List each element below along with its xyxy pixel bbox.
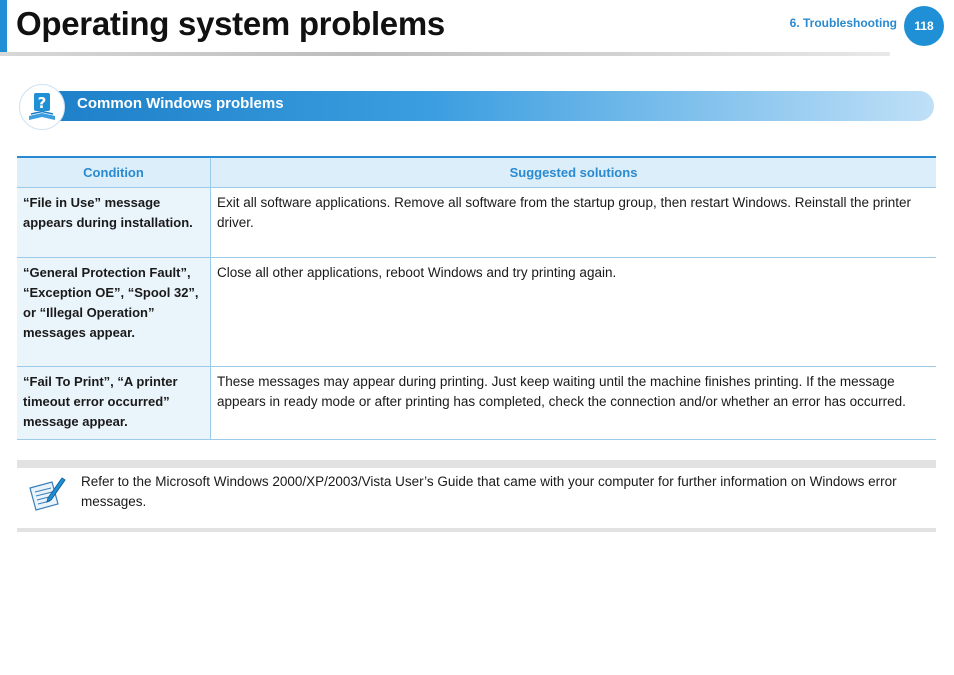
question-book-icon xyxy=(19,84,65,130)
table-row xyxy=(17,258,936,367)
page-number-badge xyxy=(904,6,944,46)
condition-cell: “File in Use” message appears during installation. xyxy=(17,188,211,258)
note-text: Refer to the Microsoft Windows 2000/XP/2003/Vista User’s Guide that came with your computer for further information on Windows error messages. xyxy=(81,474,897,509)
title-divider xyxy=(0,52,890,56)
svg-text:?: ? xyxy=(37,94,47,112)
condition-cell: “General Protection Fault”, “Exception OE”, “Spool 32”, or “Illegal Operation” messages appear. xyxy=(17,258,211,367)
problems-table xyxy=(17,156,936,440)
table-header-row xyxy=(17,157,936,188)
solution-cell: These messages may appear during printing. Just keep waiting until the machine finishes printing. If the message appears in ready mode or after printing has completed, check the connection and/or whether an error has occurred. xyxy=(211,367,937,440)
solution-cell: Close all other applications, reboot Windows and try printing again. xyxy=(211,258,937,367)
section-title: Common Windows problems xyxy=(77,95,284,112)
table-row xyxy=(17,367,936,440)
left-accent-bar xyxy=(0,0,7,52)
column-header-condition: Condition xyxy=(17,157,211,188)
condition-cell: “Fail To Print”, “A printer timeout error occurred” message appear. xyxy=(17,367,211,440)
table-row xyxy=(17,188,936,258)
page-number: 118 xyxy=(914,19,934,33)
page-title: Operating system problems xyxy=(16,5,445,42)
column-header-solutions: Suggested solutions xyxy=(211,157,937,188)
chapter-label: 6. Troubleshooting xyxy=(789,16,897,30)
solution-cell: Exit all software applications. Remove all software from the startup group, then restart Windows. Reinstall the printer driver. xyxy=(211,188,937,258)
note-pencil-icon xyxy=(26,474,68,514)
